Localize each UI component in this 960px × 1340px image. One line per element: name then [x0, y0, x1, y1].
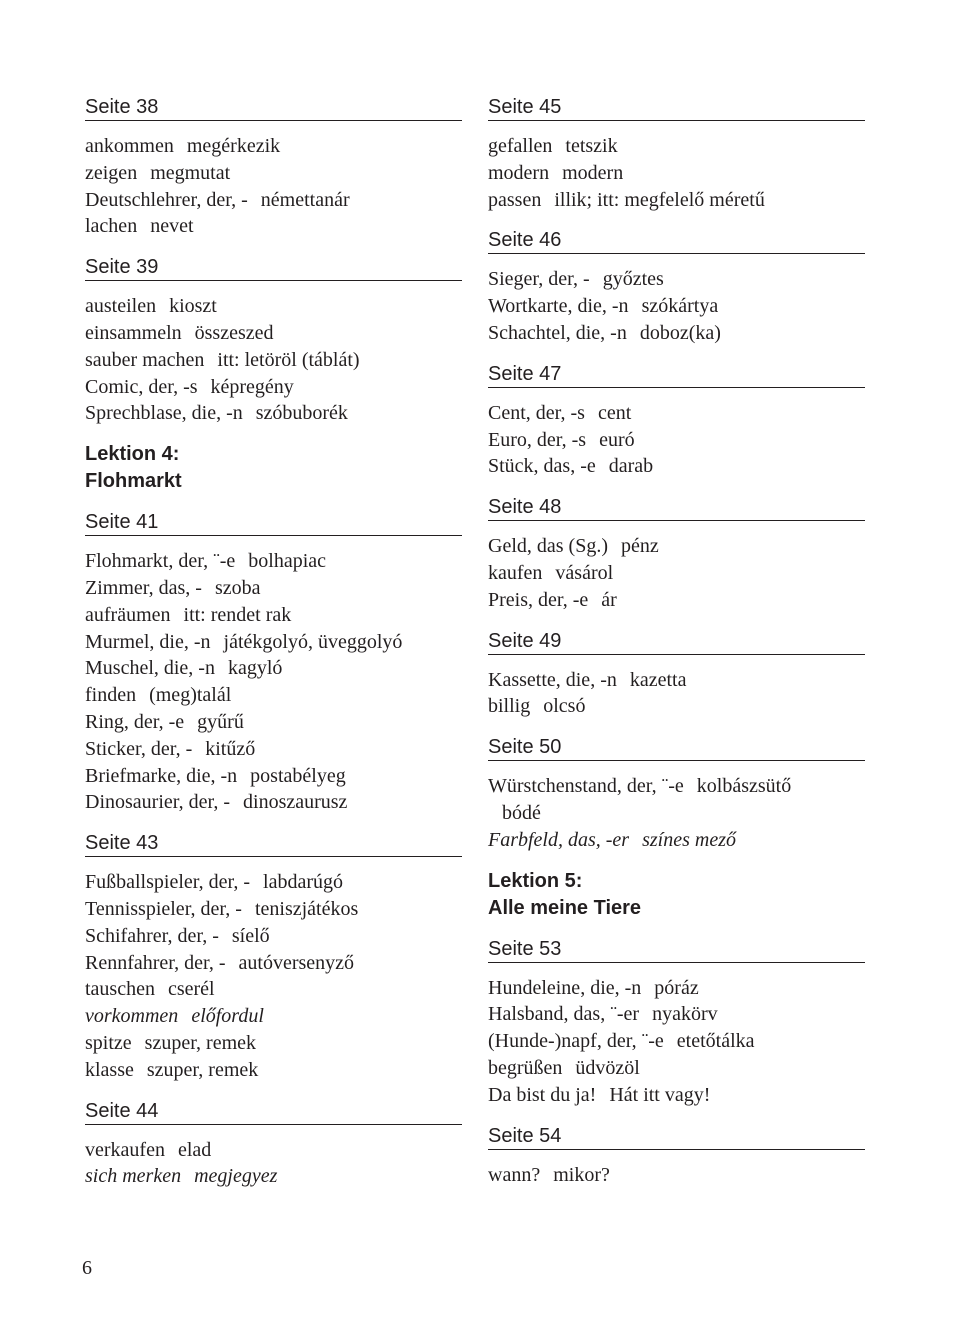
vocab-entry [85, 1003, 462, 1030]
german-term: (Hunde-)napf, der, ¨-e [488, 1030, 664, 1053]
hungarian-translation: pénz [620, 535, 659, 558]
german-term: Stück, das, -e [488, 455, 596, 478]
entry-list [85, 133, 462, 240]
vocab-entry [85, 213, 462, 240]
hungarian-translation: nevet [150, 215, 194, 238]
german-term: wann? [488, 1163, 541, 1186]
lesson-title-line: Lektion 5: [488, 869, 583, 892]
vocab-entry [488, 1001, 865, 1028]
vocab-entry [85, 1163, 462, 1190]
section-heading: Seite 43 [85, 830, 462, 857]
german-term: Tennisspieler, der, - [85, 897, 242, 920]
hungarian-translation: doboz(ka) [639, 321, 721, 344]
german-term: Cent, der, -s [488, 401, 585, 424]
german-term: Preis, der, -e [488, 588, 589, 611]
hungarian-translation: bolhapiac [248, 550, 327, 573]
german-term: Deutschlehrer, der, - [85, 188, 248, 211]
hungarian-translation: itt: rendet rak [183, 603, 292, 626]
hungarian-translation: kioszt [169, 295, 217, 318]
vocab-entry [85, 133, 462, 160]
lesson-title-line: Lektion 4: [85, 443, 180, 466]
vocab-entry [85, 160, 462, 187]
hungarian-translation: cserél [167, 978, 215, 1001]
vocab-entry [85, 950, 462, 977]
vocab-entry [85, 789, 462, 816]
hungarian-translation: Hát itt vagy! [609, 1083, 711, 1106]
hungarian-translation: színes mező [642, 828, 736, 851]
vocab-entry [488, 827, 865, 854]
german-term: Comic, der, -s [85, 375, 198, 398]
left-column [85, 94, 462, 1204]
vocab-entry [85, 976, 462, 1003]
hungarian-translation: nyakörv [652, 1003, 718, 1026]
vocab-entry [488, 693, 865, 720]
entry-list [488, 266, 865, 346]
hungarian-translation: megjegyez [194, 1165, 278, 1188]
entry-list [85, 548, 462, 816]
german-term: einsammeln [85, 321, 182, 344]
hungarian-translation: póráz [654, 976, 699, 999]
hungarian-translation: kolbászsütő [696, 775, 792, 798]
german-term: Halsband, das, ¨-er [488, 1003, 640, 1026]
section-heading: Seite 45 [488, 94, 865, 121]
german-term: Da bist du ja! [488, 1083, 597, 1106]
german-term: Dinosaurier, der, - [85, 791, 231, 814]
german-term: klasse [85, 1058, 134, 1081]
hungarian-translation: illik; itt: megfelelő méretű [554, 188, 765, 211]
hungarian-translation: összeszed [194, 321, 274, 344]
german-term: Schachtel, die, -n [488, 321, 627, 344]
hungarian-translation: vásárol [555, 561, 614, 584]
german-term: spitze [85, 1031, 132, 1054]
lesson-title-line: Alle meine Tiere [488, 896, 642, 919]
hungarian-translation: kitűző [205, 737, 256, 760]
vocab-entry [85, 1057, 462, 1084]
vocab-entry [488, 975, 865, 1002]
entry-list [85, 1137, 462, 1191]
vocab-entry [85, 575, 462, 602]
right-column [488, 94, 865, 1202]
german-term: kaufen [488, 561, 543, 584]
german-term: Sprechblase, die, -n [85, 402, 243, 425]
lesson-title-line: Flohmarkt [85, 470, 182, 493]
german-term: verkaufen [85, 1138, 165, 1161]
page-number: 6 [82, 1257, 92, 1279]
vocab-entry [488, 160, 865, 187]
hungarian-translation: itt: letöröl (táblát) [217, 348, 360, 371]
entry-list [488, 1162, 865, 1189]
german-term: Rennfahrer, der, - [85, 951, 226, 974]
german-term: lachen [85, 215, 138, 238]
hungarian-translation: kazetta [629, 668, 687, 691]
vocab-entry [488, 773, 865, 827]
hungarian-translation: szuper, remek [144, 1031, 257, 1054]
section-heading: Seite 38 [85, 94, 462, 121]
vocab-entry [488, 453, 865, 480]
vocab-entry [488, 667, 865, 694]
german-term: Kassette, die, -n [488, 668, 617, 691]
vocab-entry [85, 763, 462, 790]
entry-list [488, 975, 865, 1109]
vocab-entry [85, 320, 462, 347]
german-term: aufräumen [85, 603, 171, 626]
vocab-entry [488, 293, 865, 320]
hungarian-translation: cent [597, 401, 632, 424]
vocab-entry [488, 560, 865, 587]
german-term: Briefmarke, die, -n [85, 764, 238, 787]
vocab-entry [85, 923, 462, 950]
vocab-entry [488, 1162, 865, 1189]
vocab-entry [85, 548, 462, 575]
translation-continuation: bódé [502, 801, 541, 824]
vocab-entry [488, 187, 865, 214]
hungarian-translation: teniszjátékos [254, 897, 359, 920]
german-term: vorkommen [85, 1005, 179, 1028]
vocab-entry [85, 187, 462, 214]
hungarian-translation: gyűrű [197, 710, 244, 733]
hungarian-translation: tetszik [565, 135, 618, 157]
vocab-entry [488, 1082, 865, 1109]
german-term: Zimmer, das, - [85, 576, 202, 599]
section-heading: Seite 47 [488, 361, 865, 388]
german-term: Schifahrer, der, - [85, 924, 219, 947]
hungarian-translation: modern [562, 161, 624, 184]
section-heading: Seite 53 [488, 936, 865, 963]
german-term: Muschel, die, -n [85, 657, 215, 680]
section-heading: Seite 41 [85, 509, 462, 536]
german-term: tauschen [85, 978, 155, 1001]
german-term: billig [488, 695, 531, 718]
hungarian-translation: (meg)talál [149, 684, 232, 707]
hungarian-translation: megérkezik [186, 135, 281, 157]
vocab-entry [85, 1030, 462, 1057]
hungarian-translation: etetőtálka [676, 1030, 755, 1053]
section-heading: Seite 44 [85, 1098, 462, 1125]
german-term: Farbfeld, das, -er [488, 828, 630, 851]
hungarian-translation: postabélyeg [250, 764, 346, 787]
entry-list [488, 773, 865, 853]
german-term: finden [85, 684, 137, 707]
section-heading: Seite 50 [488, 734, 865, 761]
hungarian-translation: mikor? [553, 1163, 610, 1186]
vocab-entry [85, 682, 462, 709]
section-heading: Seite 54 [488, 1123, 865, 1150]
german-term: zeigen [85, 161, 138, 184]
german-term: Sticker, der, - [85, 737, 193, 760]
hungarian-translation: szókártya [641, 295, 719, 318]
german-term: Euro, der, -s [488, 428, 587, 451]
vocab-entry [85, 293, 462, 320]
german-term: ankommen [85, 135, 174, 157]
vocab-entry [488, 400, 865, 427]
german-term: Hundeleine, die, -n [488, 976, 642, 999]
german-term: Flohmarkt, der, ¨-e [85, 550, 236, 573]
german-term: austeilen [85, 295, 157, 318]
hungarian-translation: elad [177, 1138, 212, 1161]
vocab-entry [85, 709, 462, 736]
hungarian-translation: képregény [210, 375, 294, 398]
entry-list [488, 533, 865, 613]
vocab-entry [85, 374, 462, 401]
hungarian-translation: győztes [602, 268, 664, 291]
section-heading: Seite 49 [488, 628, 865, 655]
vocab-entry [85, 400, 462, 427]
hungarian-translation: darab [608, 455, 654, 478]
vocab-entry [488, 1055, 865, 1082]
german-term: sich merken [85, 1165, 182, 1188]
section-heading: Seite 48 [488, 494, 865, 521]
german-term: Fußballspieler, der, - [85, 871, 251, 894]
entry-list [488, 667, 865, 721]
vocab-entry [488, 533, 865, 560]
german-term: modern [488, 161, 550, 184]
section-heading: Seite 46 [488, 227, 865, 254]
hungarian-translation: szóbuborék [255, 402, 348, 425]
hungarian-translation: dinoszaurusz [243, 791, 348, 814]
hungarian-translation: labdarúgó [263, 871, 344, 894]
vocab-entry [488, 1028, 865, 1055]
hungarian-translation: síelő [231, 924, 270, 947]
german-term: Wortkarte, die, -n [488, 295, 629, 318]
vocab-entry [488, 266, 865, 293]
vocab-entry [85, 655, 462, 682]
hungarian-translation: szoba [214, 576, 261, 599]
hungarian-translation: euró [599, 428, 635, 451]
german-term: Ring, der, -e [85, 710, 185, 733]
vocab-entry [488, 427, 865, 454]
german-term: passen [488, 188, 542, 211]
entry-list [85, 869, 462, 1083]
hungarian-translation: játékgolyó, üveggolyó [223, 630, 403, 653]
hungarian-translation: előfordul [191, 1005, 264, 1028]
entry-list [488, 133, 865, 213]
hungarian-translation: autóversenyző [238, 951, 355, 974]
vocab-entry [85, 629, 462, 656]
german-term: gefallen [488, 135, 553, 157]
section-heading: Seite 39 [85, 254, 462, 281]
hungarian-translation: üdvözöl [575, 1056, 640, 1079]
hungarian-translation: ár [601, 588, 617, 611]
lesson-title [85, 441, 462, 495]
vocab-entry [85, 347, 462, 374]
hungarian-translation: kagyló [227, 657, 283, 680]
hungarian-translation: olcsó [543, 695, 586, 718]
entry-list [488, 400, 865, 480]
vocab-entry [85, 736, 462, 763]
german-term: Sieger, der, - [488, 268, 590, 291]
german-term: Geld, das (Sg.) [488, 535, 608, 558]
hungarian-translation: szuper, remek [146, 1058, 259, 1081]
vocab-entry [488, 133, 865, 160]
german-term: Würstchenstand, der, ¨-e [488, 775, 684, 798]
german-term: sauber machen [85, 348, 205, 371]
lesson-title [488, 868, 865, 922]
vocab-entry [488, 587, 865, 614]
vocab-entry [85, 869, 462, 896]
german-term: begrüßen [488, 1056, 563, 1079]
entry-list [85, 293, 462, 427]
vocab-entry [85, 896, 462, 923]
hungarian-translation: megmutat [150, 161, 231, 184]
vocab-entry [85, 602, 462, 629]
vocab-entry [488, 320, 865, 347]
hungarian-translation: némettanár [260, 188, 350, 211]
vocab-entry [85, 1137, 462, 1164]
german-term: Murmel, die, -n [85, 630, 211, 653]
